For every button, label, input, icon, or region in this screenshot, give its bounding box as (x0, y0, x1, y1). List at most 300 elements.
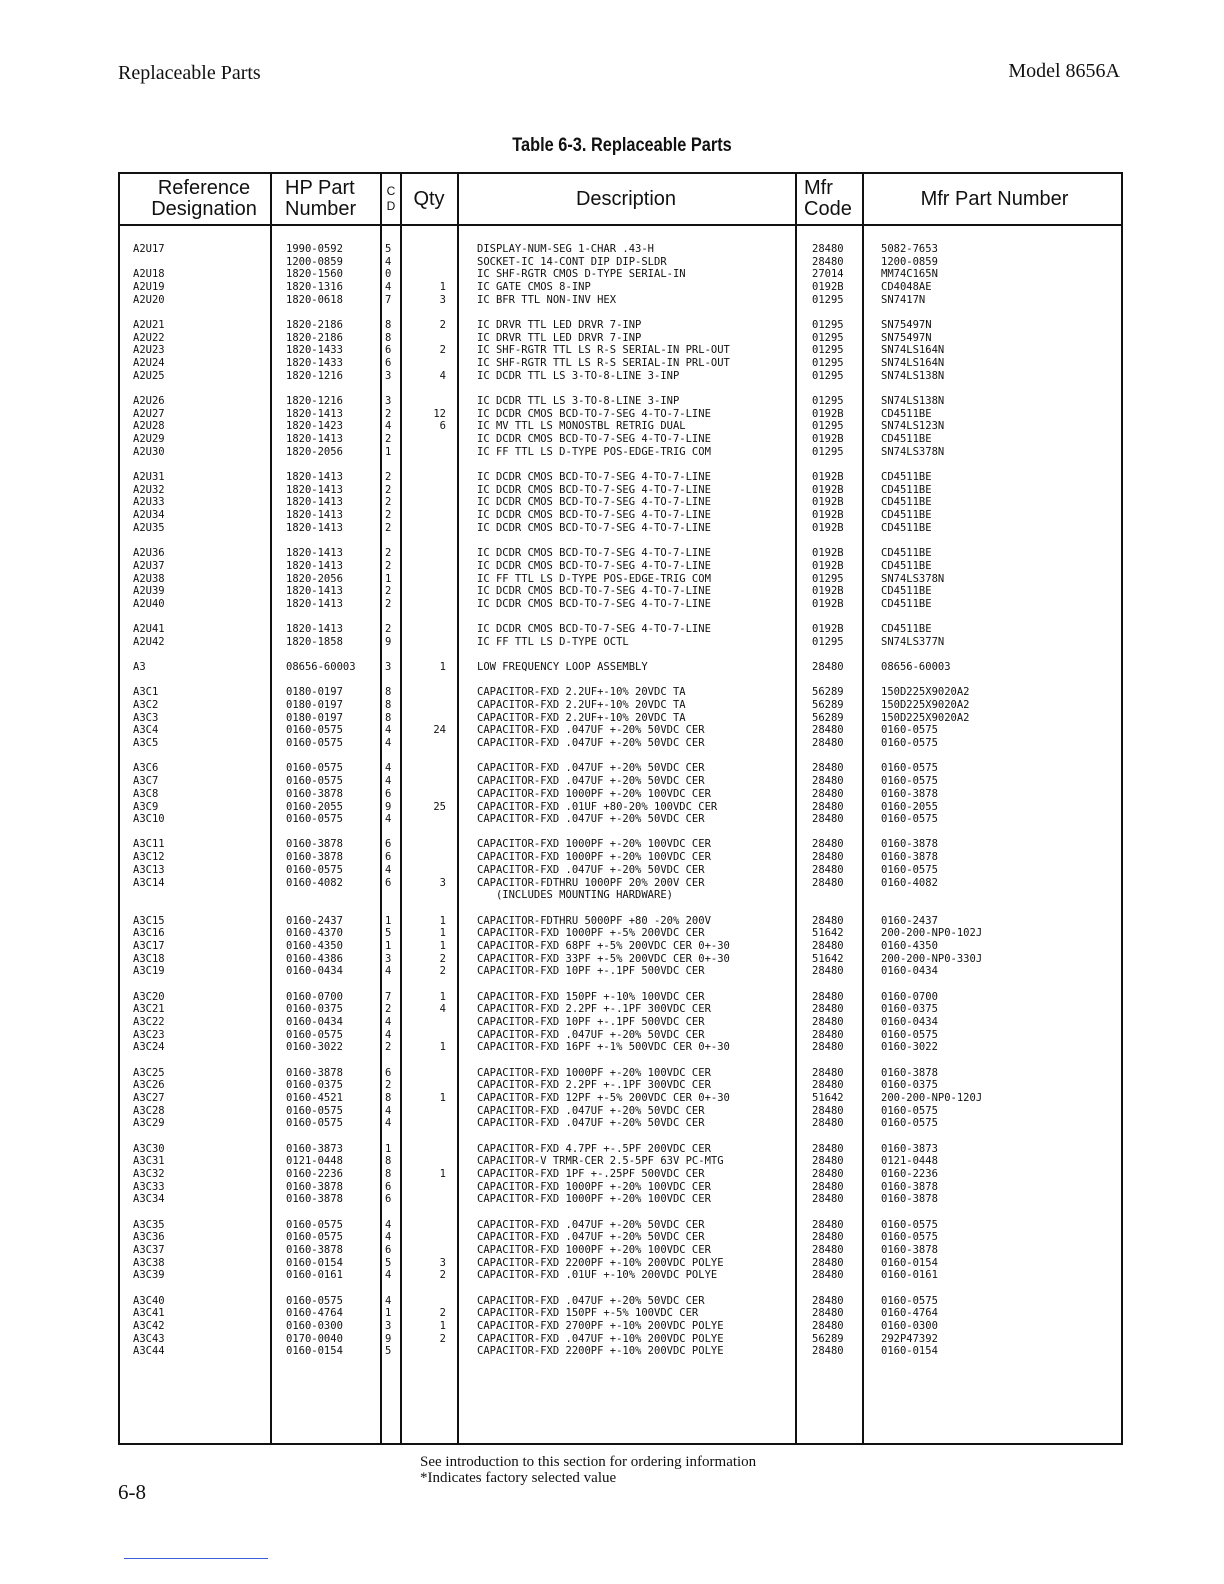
cell-cd: 4 (385, 724, 392, 737)
cell-description: IC SHF-RGTR TTL LS R-S SERIAL-IN PRL-OUT (477, 344, 730, 357)
cell-reference-designation: A3C12 (133, 851, 165, 864)
cell-mfr-code: 28480 (812, 863, 844, 876)
cell-mfr-part-number: 0160-2437 (881, 914, 938, 927)
cell-description: CAPACITOR-FXD .047UF +-20% 50VDC CER (477, 1028, 705, 1041)
cell-mfr-code: 01295 (812, 344, 844, 357)
cell-description: IC DCDR CMOS BCD-TO-7-SEG 4-TO-7-LINE (477, 521, 711, 534)
cell-reference-designation: A2U24 (133, 357, 165, 370)
cell-mfr-code: 28480 (812, 1028, 844, 1041)
cell-description: CAPACITOR-FXD 33PF +-5% 200VDC CER 0+-30 (477, 952, 730, 965)
group-spacer (0, 750, 1224, 763)
cell-description: CAPACITOR-FXD .047UF +-20% 50VDC CER (477, 1104, 705, 1117)
table-row (0, 1041, 1224, 1054)
cell-description: IC DCDR TTL LS 3-TO-8-LINE 3-INP (477, 395, 680, 408)
cell-hp-part-number: 0160-2437 (286, 914, 343, 927)
cell-reference-designation: A3C39 (133, 1269, 165, 1282)
cell-description: CAPACITOR-FXD 2700PF +-10% 200VDC POLYE (477, 1320, 724, 1333)
cell-description: IC DRVR TTL LED DRVR 7-INP (477, 319, 642, 332)
cell-hp-part-number: 0160-0154 (286, 1345, 343, 1358)
cell-description: IC FF TTL LS D-TYPE POS-EDGE-TRIG COM (477, 572, 711, 585)
cell-cd: 1 (385, 445, 392, 458)
cell-mfr-part-number: 0160-0700 (881, 990, 938, 1003)
table-row (0, 788, 1224, 801)
group-spacer (0, 382, 1224, 395)
cell-mfr-part-number: 0160-0575 (881, 1218, 938, 1231)
group-spacer (0, 902, 1224, 915)
cell-hp-part-number: 1820-1413 (286, 597, 343, 610)
cell-cd: 8 (385, 699, 392, 712)
table-row (0, 1168, 1224, 1181)
cell-reference-designation: A2U19 (133, 281, 165, 294)
cell-description: CAPACITOR-FXD 1000PF +-20% 100VDC CER (477, 1244, 711, 1256)
cell-mfr-code: 28480 (812, 1256, 844, 1269)
group-spacer (0, 649, 1224, 662)
cell-mfr-part-number: CD4511BE (881, 623, 932, 636)
table-row (0, 1029, 1224, 1042)
cell-mfr-part-number: 0160-0575 (881, 863, 938, 876)
cell-reference-designation: A3C35 (133, 1218, 165, 1231)
cell-mfr-part-number: 0160-0375 (881, 1003, 938, 1016)
cell-description: IC FF TTL LS D-TYPE OCTL (477, 635, 629, 648)
cell-mfr-code: 51642 (812, 952, 844, 965)
cell-cd: 5 (385, 927, 392, 940)
cell-reference-designation: A2U22 (133, 331, 165, 344)
table-row (0, 686, 1224, 699)
cell-cd: 2 (385, 1079, 392, 1092)
table-row (0, 623, 1224, 636)
table-row (0, 446, 1224, 459)
cell-cd: 4 (385, 762, 392, 775)
cell-mfr-part-number: SN74LS378N (881, 572, 945, 585)
cell-mfr-code: 28480 (812, 1066, 844, 1079)
cell-reference-designation: A2U38 (133, 572, 165, 585)
cell-mfr-code: 28480 (812, 661, 844, 674)
cell-description: IC BFR TTL NON-INV HEX (477, 293, 617, 306)
cell-mfr-part-number: 0160-0161 (881, 1269, 938, 1282)
cell-qty: 24 (433, 724, 446, 737)
cell-cd: 4 (385, 420, 392, 433)
cell-mfr-part-number: 0160-4764 (881, 1307, 938, 1320)
cell-mfr-part-number: CD4511BE (881, 471, 932, 484)
cell-description: IC DCDR CMOS BCD-TO-7-SEG 4-TO-7-LINE (477, 623, 711, 636)
table-row (0, 1181, 1224, 1194)
cell-mfr-part-number: SN7417N (881, 293, 926, 306)
cell-hp-part-number: 0160-0575 (286, 1104, 343, 1117)
cell-hp-part-number: 1820-1433 (286, 357, 343, 370)
table-row (0, 573, 1224, 586)
cell-reference-designation: A3C27 (133, 1091, 165, 1104)
cell-mfr-part-number: 08656-60003 (881, 661, 951, 674)
cell-mfr-part-number: SN74LS123N (881, 420, 945, 433)
cell-qty: 1 (439, 1041, 446, 1054)
cell-mfr-code: 01295 (812, 357, 844, 370)
table-row (0, 1003, 1224, 1016)
cell-mfr-code: 28480 (812, 1180, 844, 1193)
cell-description: CAPACITOR-FXD .01UF +-10% 200VDC POLYE (477, 1269, 718, 1282)
cell-description: CAPACITOR-FXD 2.2PF +-.1PF 300VDC CER (477, 1079, 711, 1092)
cell-cd: 6 (385, 1066, 392, 1079)
cell-reference-designation: A3C42 (133, 1320, 165, 1333)
cell-reference-designation: A2U33 (133, 496, 165, 509)
cell-hp-part-number: 0160-3873 (286, 1142, 343, 1155)
cell-description: IC DCDR CMOS BCD-TO-7-SEG 4-TO-7-LINE (477, 597, 711, 610)
table-row (0, 281, 1224, 294)
cell-hp-part-number: 1820-1413 (286, 585, 343, 598)
cell-description: CAPACITOR-FXD 150PF +-5% 100VDC CER (477, 1307, 699, 1320)
cell-cd: 1 (385, 939, 392, 952)
cell-reference-designation: A3C19 (133, 965, 165, 978)
cell-reference-designation: A3C28 (133, 1104, 165, 1117)
cell-cd: 3 (385, 1320, 392, 1333)
cell-cd: 2 (385, 559, 392, 572)
cell-reference-designation: A2U30 (133, 445, 165, 458)
cell-cd: 3 (385, 395, 392, 408)
cell-reference-designation: A3C16 (133, 927, 165, 940)
group-spacer (0, 1206, 1224, 1219)
table-row (0, 420, 1224, 433)
cell-cd: 2 (385, 623, 392, 636)
table-row (0, 636, 1224, 649)
column-header-mfr-code (804, 174, 864, 224)
cell-mfr-code: 0192B (812, 547, 844, 560)
cell-description: CAPACITOR-FXD .047UF +-20% 50VDC CER (477, 1231, 705, 1244)
cell-mfr-code: 28480 (812, 1269, 844, 1282)
cell-reference-designation: A2U31 (133, 471, 165, 484)
cell-qty: 1 (439, 1091, 446, 1104)
cell-cd: 7 (385, 293, 392, 306)
cell-hp-part-number: 0160-3878 (286, 851, 343, 864)
cell-hp-part-number: 1820-1216 (286, 369, 343, 382)
cell-reference-designation: A3C22 (133, 1015, 165, 1028)
group-spacer (0, 1130, 1224, 1143)
cell-mfr-part-number: 0160-2236 (881, 1167, 938, 1180)
cell-mfr-code: 28480 (812, 876, 844, 889)
cell-hp-part-number: 0160-0375 (286, 1079, 343, 1092)
cell-cd: 4 (385, 965, 392, 978)
cell-reference-designation: A3C17 (133, 939, 165, 952)
cell-reference-designation: A2U42 (133, 635, 165, 648)
cell-mfr-code: 28480 (812, 1320, 844, 1333)
cell-reference-designation: A2U37 (133, 559, 165, 572)
cell-cd: 9 (385, 800, 392, 813)
cell-hp-part-number: 0160-4386 (286, 952, 343, 965)
table-row (0, 699, 1224, 712)
cell-hp-part-number: 1820-2186 (286, 331, 343, 344)
cell-hp-part-number: 1820-2056 (286, 445, 343, 458)
cell-hp-part-number: 0160-0375 (286, 1003, 343, 1016)
footer-factory-note: *Indicates factory selected value (420, 1470, 617, 1486)
cell-mfr-code: 51642 (812, 1091, 844, 1104)
cell-cd: 2 (385, 1041, 392, 1054)
cell-mfr-code: 0192B (812, 281, 844, 294)
table-row (0, 724, 1224, 737)
cell-description: IC DCDR CMOS BCD-TO-7-SEG 4-TO-7-LINE (477, 407, 711, 420)
table-row (0, 927, 1224, 940)
cell-hp-part-number: 0160-0300 (286, 1320, 343, 1333)
cell-description: CAPACITOR-FXD 2.2UF+-10% 20VDC TA (477, 699, 686, 712)
table-row (0, 1143, 1224, 1156)
cell-reference-designation: A3C8 (133, 787, 159, 800)
table-row (0, 319, 1224, 332)
cell-description: DISPLAY-NUM-SEG 1-CHAR .43-H (477, 243, 655, 255)
cell-reference-designation: A3C10 (133, 813, 165, 826)
table-row (0, 1231, 1224, 1244)
running-header-model: Model 8656A (1008, 60, 1120, 82)
cell-description: CAPACITOR-FXD .047UF +-10% 200VDC POLYE (477, 1332, 724, 1345)
cell-mfr-code: 28480 (812, 1003, 844, 1016)
cell-reference-designation: A3C13 (133, 863, 165, 876)
cell-hp-part-number: 0160-3878 (286, 1180, 343, 1193)
cell-cd: 6 (385, 1180, 392, 1193)
cell-hp-part-number: 0160-0434 (286, 965, 343, 978)
cell-qty: 1 (439, 1167, 446, 1180)
cell-reference-designation: A2U35 (133, 521, 165, 534)
cell-description: IC FF TTL LS D-TYPE POS-EDGE-TRIG COM (477, 445, 711, 458)
cell-mfr-code: 0192B (812, 471, 844, 484)
cell-mfr-part-number: 150D225X9020A2 (881, 686, 970, 699)
cell-reference-designation: A3C40 (133, 1294, 165, 1307)
cell-reference-designation: A3C29 (133, 1117, 165, 1130)
cell-qty: 1 (439, 661, 446, 674)
table-row (0, 991, 1224, 1004)
cell-mfr-part-number: SN74LS138N (881, 395, 945, 408)
cell-reference-designation: A2U36 (133, 547, 165, 560)
cell-mfr-code: 28480 (812, 724, 844, 737)
cell-reference-designation: A2U23 (133, 344, 165, 357)
table-row (0, 1244, 1224, 1257)
table-row (0, 370, 1224, 383)
cell-cd: 4 (385, 1015, 392, 1028)
cell-cd: 8 (385, 1167, 392, 1180)
cell-hp-part-number: 1820-1413 (286, 483, 343, 496)
cell-description: CAPACITOR-FXD .047UF +-20% 50VDC CER (477, 1117, 705, 1130)
cell-qty: 1 (439, 990, 446, 1003)
cell-description: IC DCDR CMOS BCD-TO-7-SEG 4-TO-7-LINE (477, 496, 711, 509)
cell-mfr-code: 0192B (812, 559, 844, 572)
cell-cd: 6 (385, 838, 392, 851)
group-spacer (0, 978, 1224, 991)
cell-mfr-code: 56289 (812, 711, 844, 724)
cell-description: CAPACITOR-FXD 2.2UF+-10% 20VDC TA (477, 711, 686, 724)
cell-qty: 2 (439, 1332, 446, 1345)
cell-mfr-code: 27014 (812, 268, 844, 281)
cell-reference-designation: A3C2 (133, 699, 159, 712)
cell-mfr-code: 0192B (812, 483, 844, 496)
page-number: 6-8 (118, 1480, 146, 1504)
cell-mfr-part-number: SN74LS378N (881, 445, 945, 458)
cell-mfr-code: 28480 (812, 1218, 844, 1231)
cell-reference-designation: A3C9 (133, 800, 159, 813)
table-row (0, 712, 1224, 725)
cell-reference-designation: A3C1 (133, 686, 159, 699)
cell-hp-part-number: 0160-0575 (286, 1231, 343, 1244)
cell-cd: 3 (385, 369, 392, 382)
cell-reference-designation: A3C4 (133, 724, 159, 737)
cell-mfr-code: 28480 (812, 914, 844, 927)
cell-qty: 3 (439, 1256, 446, 1269)
table-row (0, 496, 1224, 509)
table-row (0, 801, 1224, 814)
cell-reference-designation: A3C43 (133, 1332, 165, 1345)
cell-mfr-part-number: 0160-3873 (881, 1142, 938, 1155)
table-row (0, 471, 1224, 484)
cell-mfr-code: 0192B (812, 623, 844, 636)
cell-cd: 8 (385, 1091, 392, 1104)
cell-cd: 4 (385, 1028, 392, 1041)
cell-description: CAPACITOR-FXD 1000PF +-20% 100VDC CER (477, 1180, 711, 1193)
cell-mfr-part-number: CD4511BE (881, 597, 932, 610)
cell-description: IC DCDR CMOS BCD-TO-7-SEG 4-TO-7-LINE (477, 547, 711, 560)
cell-qty: 1 (439, 1320, 446, 1333)
cell-hp-part-number: 1820-1413 (286, 559, 343, 572)
cell-mfr-code: 01295 (812, 635, 844, 648)
cell-hp-part-number: 0160-0575 (286, 737, 343, 750)
cell-mfr-code: 28480 (812, 1193, 844, 1206)
cell-description: CAPACITOR-FDTHRU 5000PF +80 -20% 200V (477, 914, 711, 927)
cell-cd: 1 (385, 572, 392, 585)
cell-hp-part-number: 0180-0197 (286, 711, 343, 724)
cell-cd: 7 (385, 990, 392, 1003)
cell-hp-part-number: 0160-0700 (286, 990, 343, 1003)
cell-reference-designation: A3C32 (133, 1167, 165, 1180)
cell-mfr-part-number: 0160-0154 (881, 1345, 938, 1358)
cell-mfr-part-number: 1200-0859 (881, 255, 938, 268)
cell-description: CAPACITOR-FXD 2200PF +-10% 200VDC POLYE (477, 1345, 724, 1358)
cell-hp-part-number: 0160-0575 (286, 813, 343, 826)
column-header-line: D (386, 199, 396, 213)
cell-hp-part-number: 0160-3878 (286, 787, 343, 800)
cell-hp-part-number: 0160-0575 (286, 762, 343, 775)
cell-cd: 1 (385, 1307, 392, 1320)
cell-mfr-code: 28480 (812, 1117, 844, 1130)
cell-mfr-code: 28480 (812, 1155, 844, 1168)
cell-cd: 0 (385, 268, 392, 281)
cell-description: CAPACITOR-FXD .047UF +-20% 50VDC CER (477, 775, 705, 788)
table-row (0, 915, 1224, 928)
cell-hp-part-number: 1820-1413 (286, 471, 343, 484)
cell-cd: 5 (385, 243, 392, 255)
cell-cd: 4 (385, 863, 392, 876)
cell-description: CAPACITOR-FXD .047UF +-20% 50VDC CER (477, 1294, 705, 1307)
cell-reference-designation: A3C25 (133, 1066, 165, 1079)
cell-cd: 2 (385, 585, 392, 598)
table-row (0, 1295, 1224, 1308)
cell-mfr-code: 28480 (812, 762, 844, 775)
table-row (0, 547, 1224, 560)
cell-cd: 8 (385, 319, 392, 332)
cell-description: IC DCDR CMOS BCD-TO-7-SEG 4-TO-7-LINE (477, 559, 711, 572)
cell-reference-designation: A3C5 (133, 737, 159, 750)
table-row (0, 940, 1224, 953)
cell-reference-designation: A2U34 (133, 509, 165, 522)
table-row (0, 661, 1224, 674)
cell-reference-designation: A2U20 (133, 293, 165, 306)
cell-qty: 1 (439, 914, 446, 927)
column-header-reference-designation (140, 174, 268, 224)
cell-mfr-part-number: 0160-3878 (881, 851, 938, 864)
cell-hp-part-number: 1820-1413 (286, 521, 343, 534)
cell-description: CAPACITOR-FXD 10PF +-.1PF 500VDC CER (477, 965, 705, 978)
cell-reference-designation: A3C38 (133, 1256, 165, 1269)
cell-hp-part-number: 1820-1413 (286, 547, 343, 560)
cell-mfr-part-number: CD4048AE (881, 281, 932, 294)
cell-qty: 2 (439, 965, 446, 978)
group-spacer (0, 1054, 1224, 1067)
cell-qty: 2 (439, 952, 446, 965)
cell-mfr-part-number: 0160-0575 (881, 1294, 938, 1307)
cell-hp-part-number: 1820-1413 (286, 433, 343, 446)
cell-reference-designation: A2U28 (133, 420, 165, 433)
cell-description: CAPACITOR-FXD 1000PF +-5% 200VDC CER (477, 927, 705, 940)
table-row (0, 268, 1224, 281)
cell-qty: 2 (439, 344, 446, 357)
cell-description: CAPACITOR-V TRMR-CER 2.5-5PF 63V PC-MTG (477, 1155, 724, 1168)
cell-hp-part-number: 0160-2055 (286, 800, 343, 813)
table-row (0, 965, 1224, 978)
cell-description: IC GATE CMOS 8-INP (477, 281, 591, 294)
cell-mfr-part-number: CD4511BE (881, 496, 932, 509)
cell-qty: 2 (439, 1307, 446, 1320)
cell-mfr-part-number: 5082-7653 (881, 243, 938, 255)
running-header-section: Replaceable Parts (118, 62, 261, 84)
cell-mfr-part-number: CD4511BE (881, 407, 932, 420)
cell-mfr-code: 28480 (812, 1345, 844, 1358)
table-row (0, 560, 1224, 573)
cell-reference-designation: A3C11 (133, 838, 165, 851)
table-row (0, 1333, 1224, 1346)
cell-hp-part-number: 0160-0575 (286, 1028, 343, 1041)
cell-cd: 2 (385, 471, 392, 484)
table-row (0, 737, 1224, 750)
cell-cd: 6 (385, 876, 392, 889)
cell-description: SOCKET-IC 14-CONT DIP DIP-SLDR (477, 255, 667, 268)
cell-mfr-code: 28480 (812, 1041, 844, 1054)
cell-reference-designation: A3C14 (133, 876, 165, 889)
cell-mfr-part-number: CD4511BE (881, 521, 932, 534)
table-row (0, 762, 1224, 775)
cell-cd: 8 (385, 1155, 392, 1168)
cell-description: CAPACITOR-FXD 2.2PF +-.1PF 300VDC CER (477, 1003, 711, 1016)
cell-reference-designation: A3C33 (133, 1180, 165, 1193)
cell-description: CAPACITOR-FXD 10PF +-.1PF 500VDC CER (477, 1015, 705, 1028)
cell-description: IC DCDR CMOS BCD-TO-7-SEG 4-TO-7-LINE (477, 483, 711, 496)
cell-cd: 1 (385, 1142, 392, 1155)
cell-reference-designation: A2U18 (133, 268, 165, 281)
cell-hp-part-number: 0160-4082 (286, 876, 343, 889)
cell-mfr-code: 0192B (812, 597, 844, 610)
cell-mfr-code: 01295 (812, 331, 844, 344)
cell-mfr-part-number: 200-200-NP0-120J (881, 1091, 983, 1104)
cell-cd: 9 (385, 635, 392, 648)
cell-mfr-code: 01295 (812, 369, 844, 382)
cell-hp-part-number: 1820-1560 (286, 268, 343, 281)
cell-mfr-code: 28480 (812, 965, 844, 978)
cell-hp-part-number: 1820-1423 (286, 420, 343, 433)
cell-cd: 4 (385, 737, 392, 750)
cell-mfr-part-number: 0160-0575 (881, 1231, 938, 1244)
cell-cd: 2 (385, 521, 392, 534)
cell-description: IC DCDR CMOS BCD-TO-7-SEG 4-TO-7-LINE (477, 433, 711, 446)
cell-mfr-part-number: 0121-0448 (881, 1155, 938, 1168)
cell-description: CAPACITOR-FXD 68PF +-5% 200VDC CER 0+-30 (477, 939, 730, 952)
table-row (0, 889, 1224, 902)
group-spacer (0, 611, 1224, 624)
table-row (0, 775, 1224, 788)
cell-hp-part-number: 08656-60003 (286, 661, 356, 674)
cell-mfr-code: 28480 (812, 243, 844, 255)
parts-table-body (0, 243, 1224, 1358)
table-row (0, 344, 1224, 357)
